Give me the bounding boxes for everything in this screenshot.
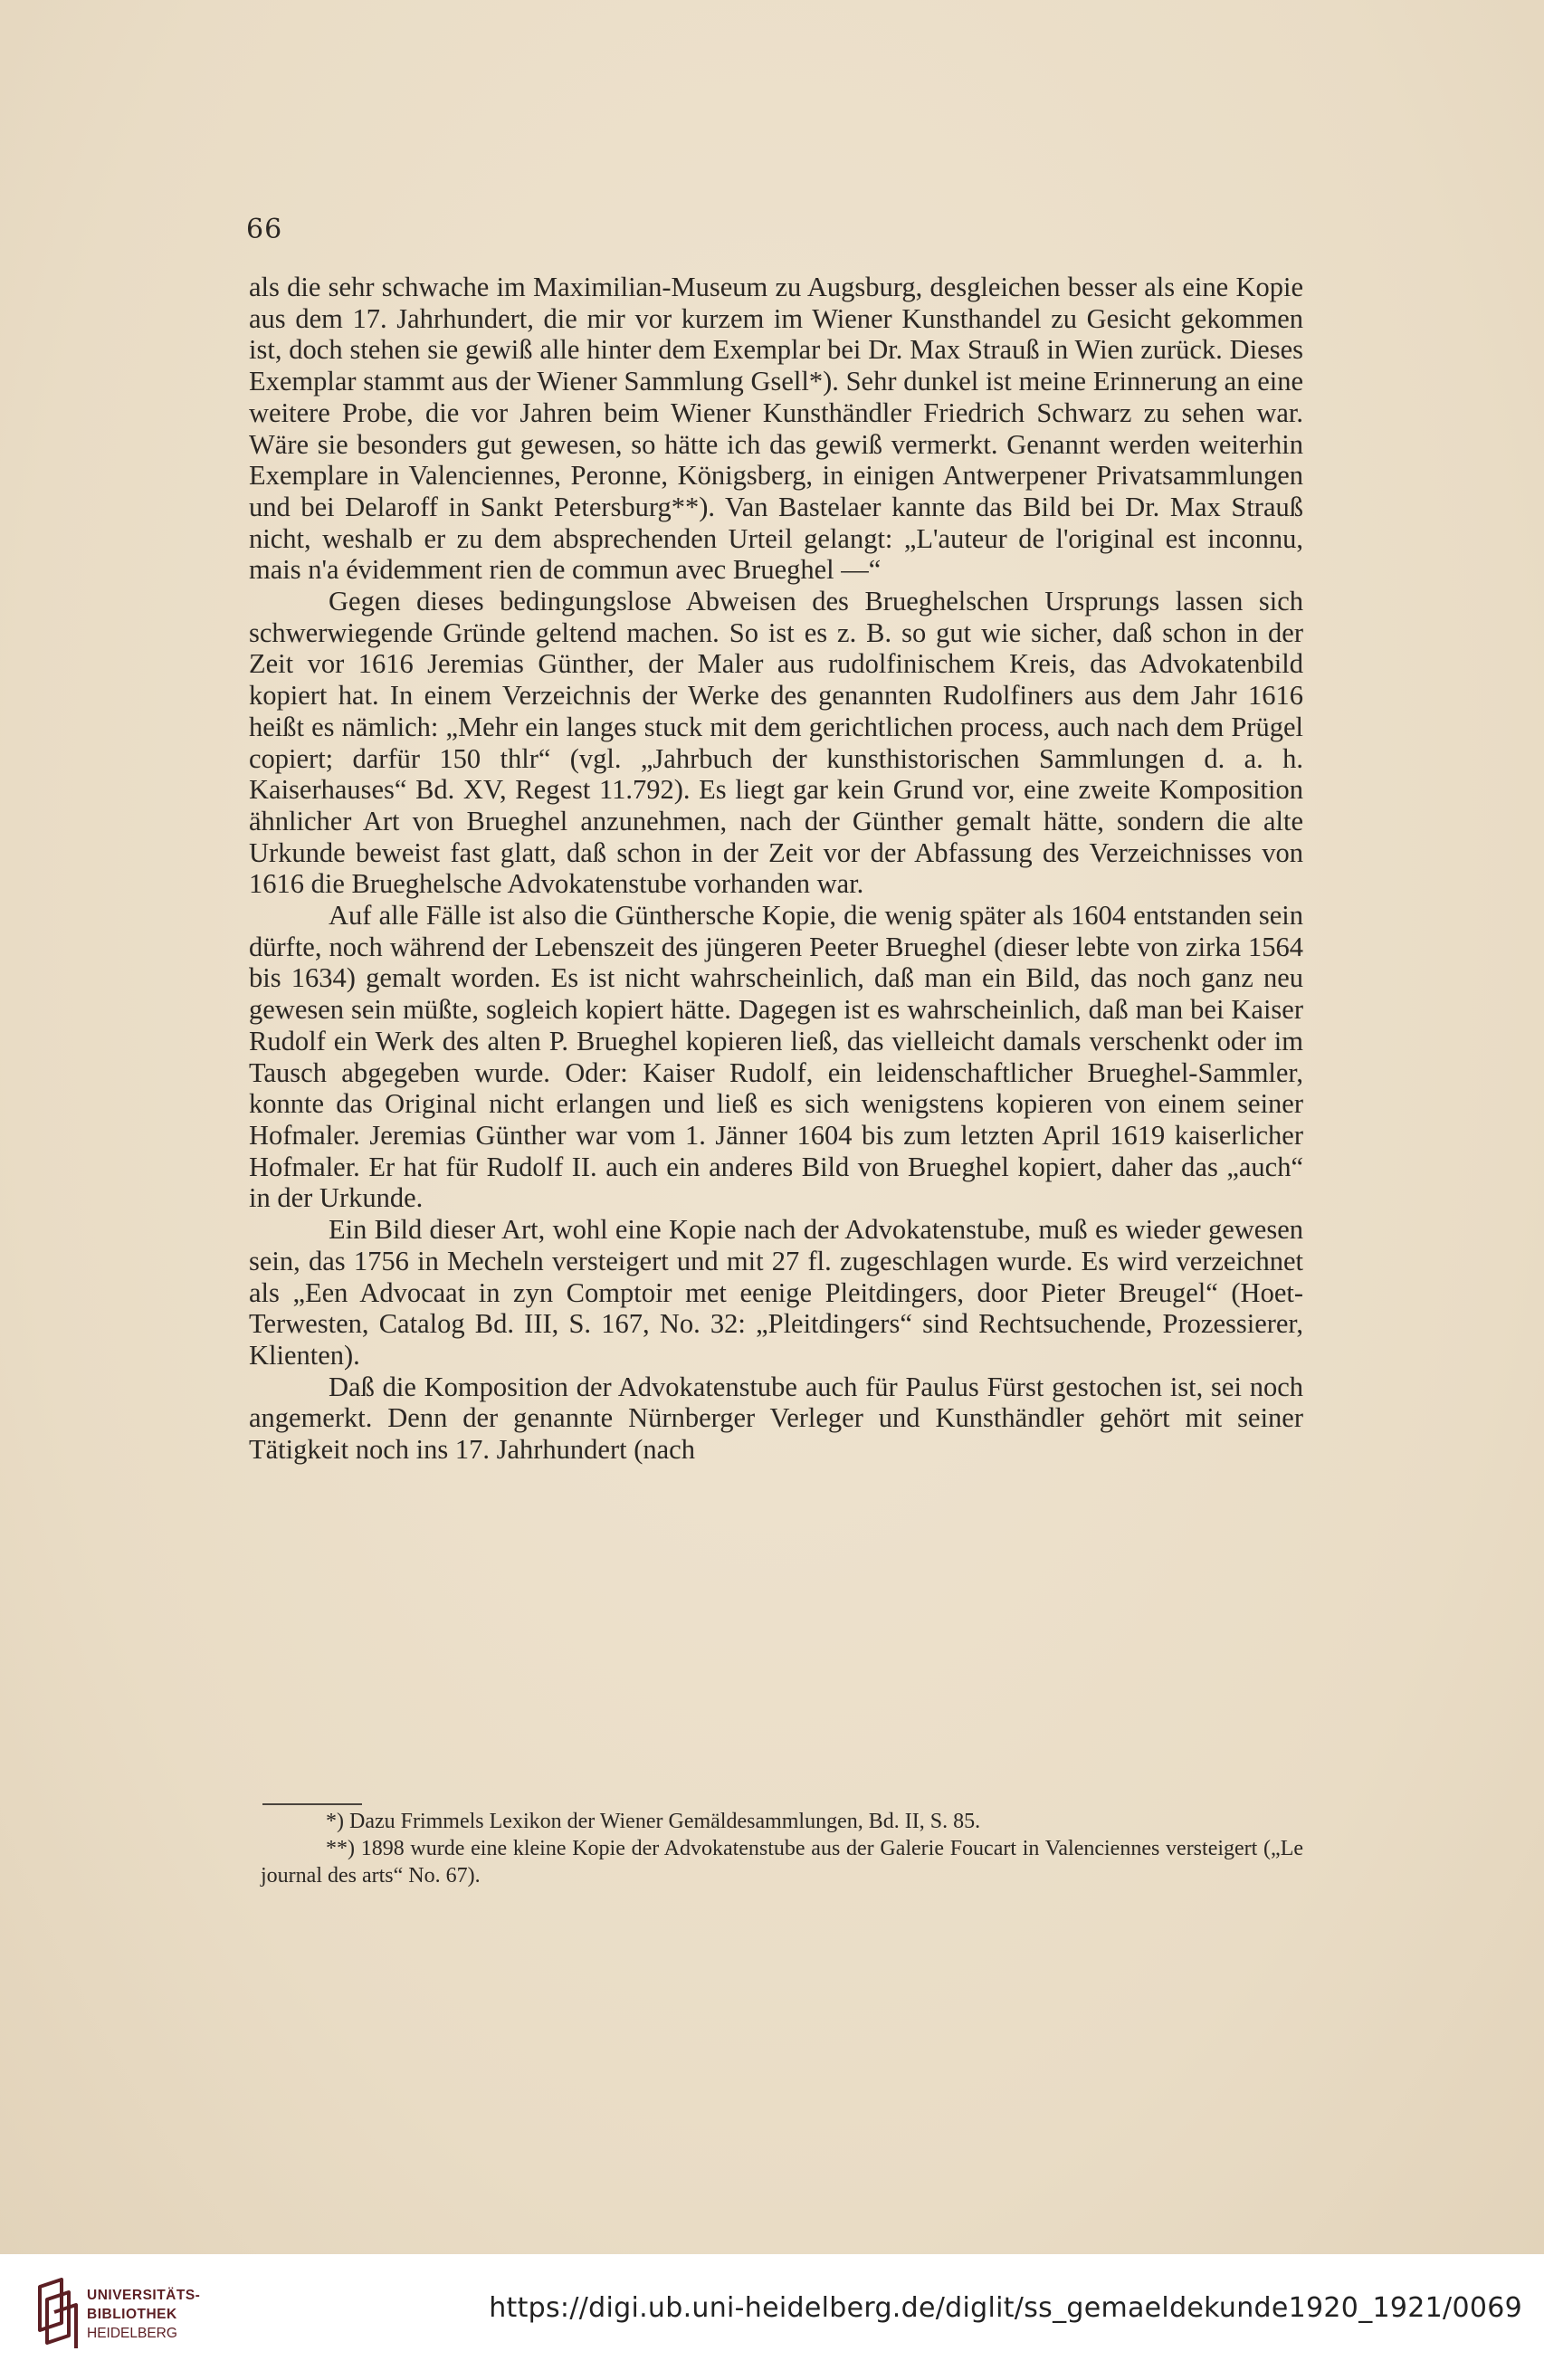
ub-heidelberg-logo-icon[interactable] — [34, 2278, 94, 2352]
paragraph: Daß die Komposition der Advokatenstube auch für Paulus Fürst gestochen ist, sei noch angemerkt. Denn der genannte Nürnberger Verleger und Kunsthändler gehört mit seiner Tätigkeit noch ins 17. Jahrhundert (nach — [249, 1371, 1303, 1466]
paragraph: Auf alle Fälle ist also die Günthersche Kopie, die wenig später als 1604 entstanden sein dürfte, noch während der Lebenszeit des jüngeren Peeter Brueghel (dieser lebte von zirka 1564 bis 1634) gemalt worden. Es ist nicht wahrscheinlich, daß man ein Bild, das noch ganz neu gewesen sein müßte, sogleich kopiert hätte. Dagegen ist es wahrscheinlich, daß man bei Kaiser Rudolf ein Werk des alten P. Brueghel kopieren ließ, das vielleicht damals verschenkt oder im Tausch abgegeben wurde. Oder: Kaiser Rudolf, ein leidenschaftlicher Brueghel-Sammler, konnte das Original nicht erlangen und ließ es sich wenigstens kopieren von einem seiner Hofmaler. Jeremias Günther war vom 1. Jänner 1604 bis zum letzten April 1619 kaiserlicher Hofmaler. Er hat für Rudolf II. auch ein anderes Bild von Brueghel kopiert, daher das „auch“ in der Urkunde. — [249, 900, 1303, 1214]
paragraph: Gegen dieses bedingungslose Abweisen des Brueghelschen Ursprungs lassen sich schwerwiegende Gründe geltend machen. So ist es z. B. so gut wie sicher, daß schon in der Zeit vor 1616 Jeremias Günther, der Maler aus rudolfinischem Kreis, das Advokatenbild kopiert hat. In einem Verzeichnis der Werke des genannten Rudolfiners aus dem Jahr 1616 heißt es nämlich: „Mehr ein langes stuck mit dem gerichtlichen process, auch nach dem Prügel copiert; darfür 150 thlr“ (vgl. „Jahrbuch der kunsthistorischen Sammlungen d. a. h. Kaiserhauses“ Bd. XV, Regest 11.792). Es liegt gar kein Grund vor, eine zweite Komposition ähnlicher Art von Brueghel anzunehmen, nach der Günther gemalt hätte, sondern die alte Urkunde beweist fast glatt, daß schon in der Zeit vor der Abfassung des Verzeichnisses von 1616 die Brueghelsche Advokatenstube vorhanden war. — [249, 586, 1303, 900]
paragraph: als die sehr schwache im Maximilian-Museum zu Augsburg, desgleichen besser als eine Kopie aus dem 17. Jahrhundert, die mir vor kurzem im Wiener Kunsthandel zu Gesicht gekommen ist, doch stehen sie gewiß alle hinter dem Exemplar bei Dr. Max Strauß in Wien zurück. Dieses Exemplar stammt aus der Wiener Sammlung Gsell*). Sehr dunkel ist meine Erinnerung an eine weitere Probe, die vor Jahren beim Wiener Kunsthändler Friedrich Schwarz zu sehen war. Wäre sie besonders gut gewesen, so hätte ich das gewiß vermerkt. Genannt werden weiterhin Exemplare in Valenciennes, Peronne, Königsberg, in einigen Antwerpener Privatsammlungen und bei Delaroff in Sankt Petersburg**). Van Bastelaer kannte das Bild bei Dr. Max Strauß nicht, weshalb er zu dem absprechenden Urteil gelangt: „L'auteur de l'original est inconnu, mais n'a évidemment rien de commun avec Brueghel —“ — [249, 272, 1303, 586]
main-text — [249, 272, 1303, 1466]
footnote-divider — [262, 1803, 362, 1805]
library-line-2: BIBLIOTHEK — [87, 2307, 177, 2322]
library-line-1: UNIVERSITÄTS- — [87, 2288, 201, 2303]
viewer-footer — [0, 2254, 1544, 2380]
footnotes — [261, 1808, 1303, 1889]
permalink-url[interactable]: https://digi.ub.uni-heidelberg.de/diglit/ss_gemaeldekunde1920_1921/0069 — [489, 2292, 1522, 2324]
page-number: 66 — [246, 214, 283, 245]
footnote: *) Dazu Frimmels Lexikon der Wiener Gemäldesammlungen, Bd. II, S. 85. — [326, 1810, 981, 1833]
library-line-3: HEIDELBERG — [87, 2326, 177, 2341]
paragraph: Ein Bild dieser Art, wohl eine Kopie nach der Advokatenstube, muß es wieder gewesen sein, das 1756 in Mecheln versteigert und mit 27 fl. zugeschlagen wurde. Es wird verzeichnet als „Een Advocaat in zyn Comptoir met eenige Pleitdingers, door Pieter Breugel“ (Hoet-Terwesten, Catalog Bd. III, S. 167, No. 32: „Pleitdingers“ sind Rechtsuchende, Prozessierer, Klienten). — [249, 1214, 1303, 1371]
library-name[interactable] — [87, 2286, 200, 2343]
footnote: **) 1898 wurde eine kleine Kopie der Advokatenstube aus der Galerie Foucart in Valenciennes versteigert („Le journal des arts“ No. 67). — [261, 1837, 1303, 1888]
